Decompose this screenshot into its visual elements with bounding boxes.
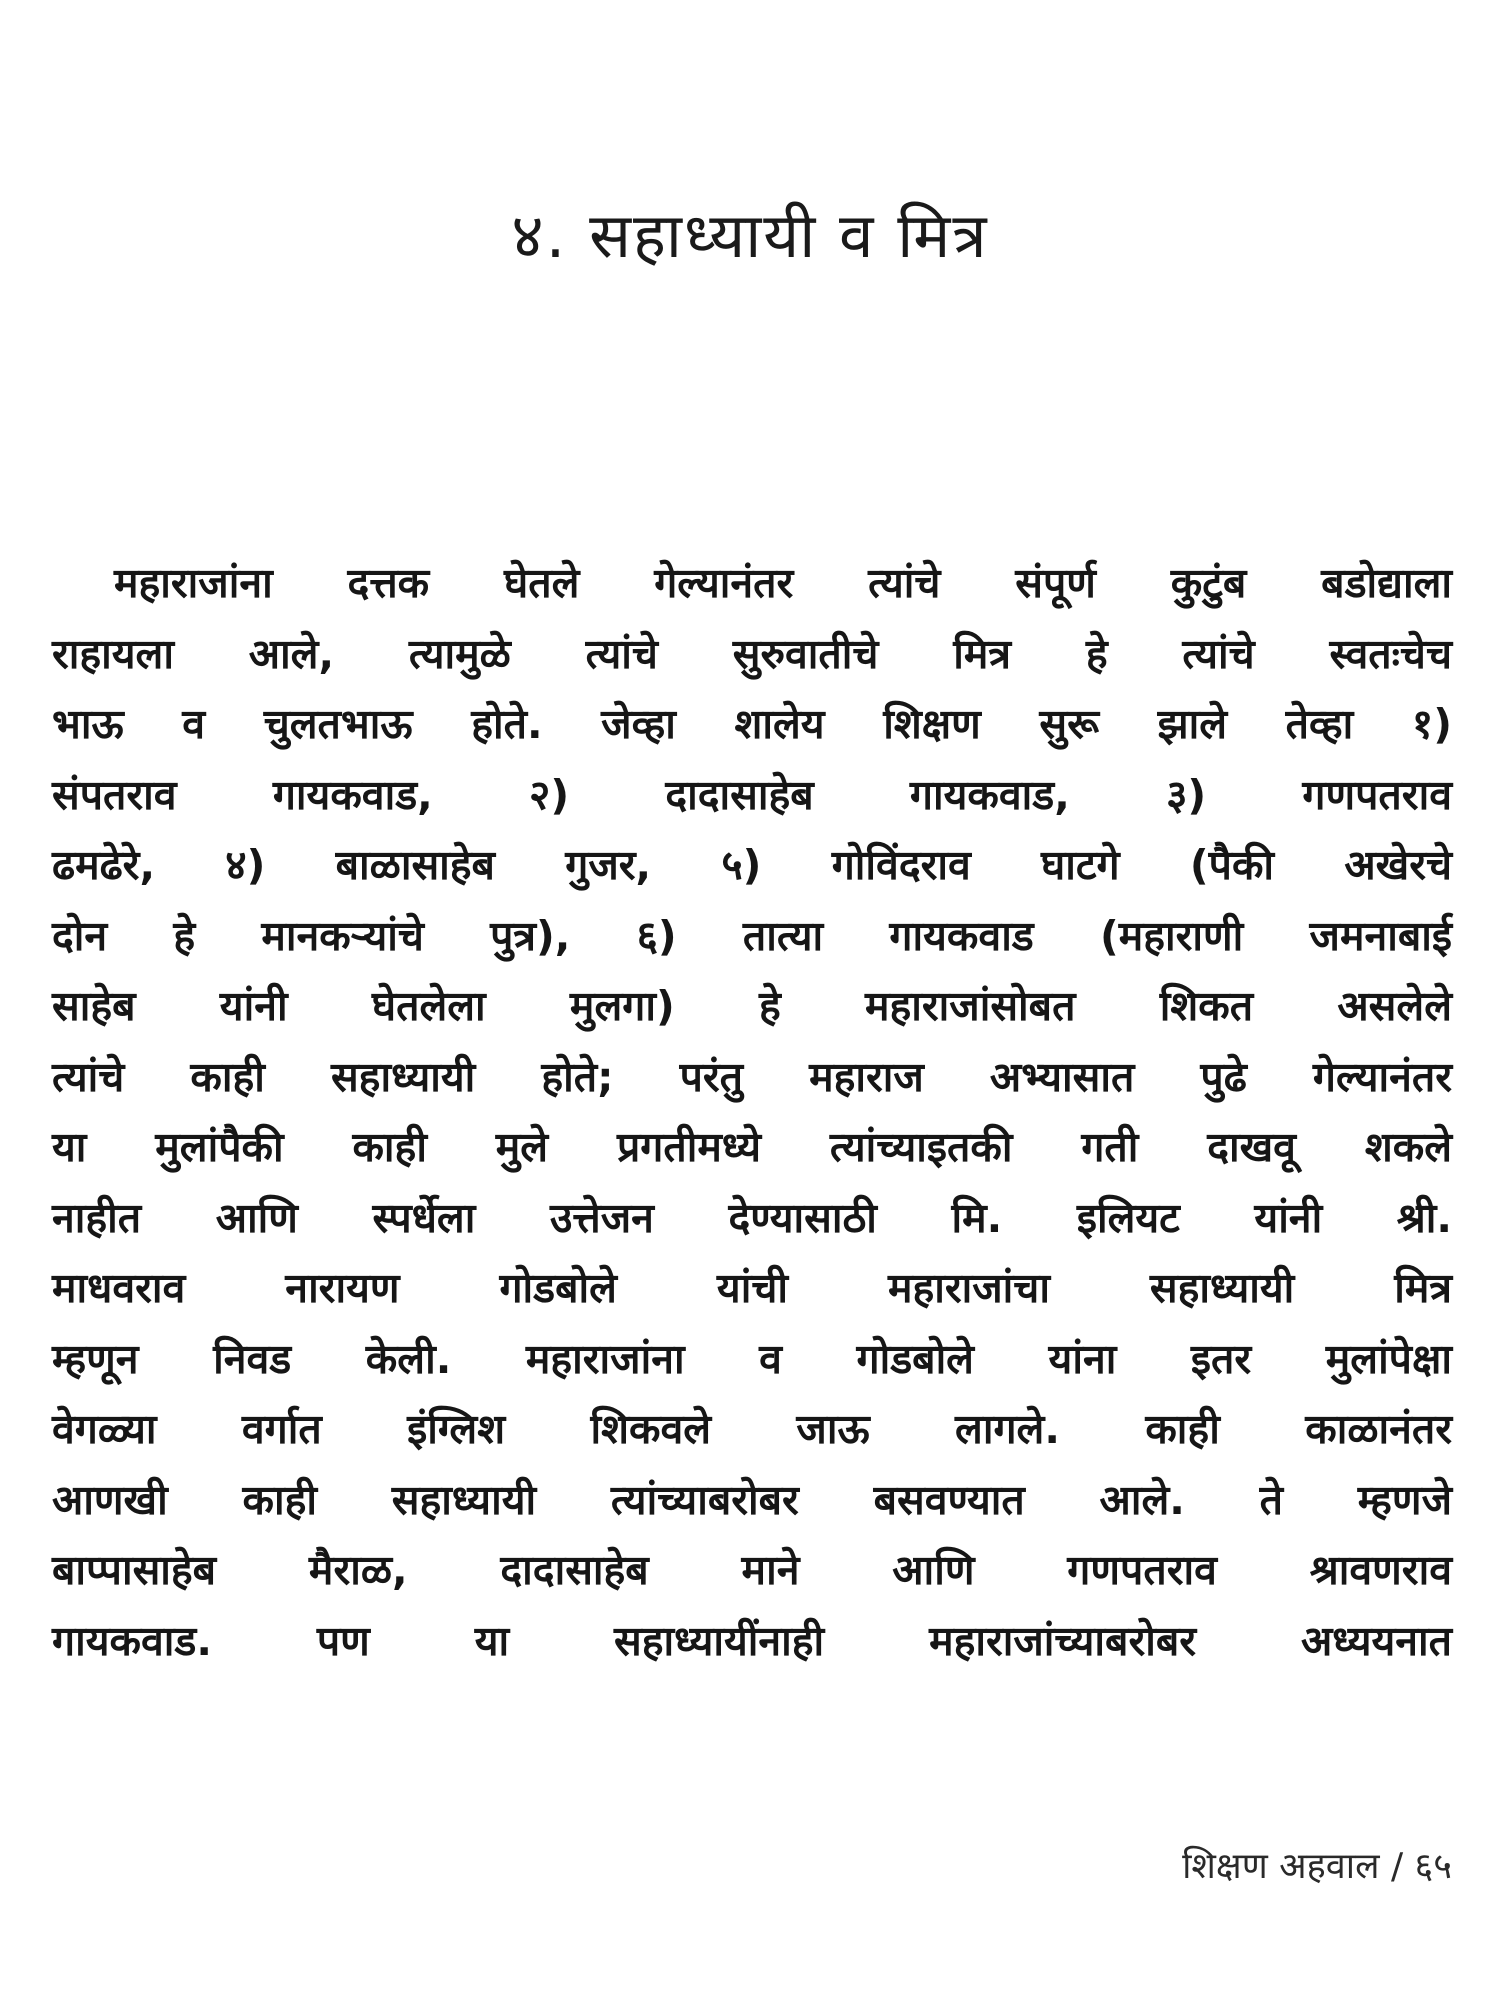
paragraph-line: बाप्पासाहेब मैराळ, दादासाहेब माने आणि गणपतराव श्रावणराव [52,1546,1452,1594]
page-footer-running-head: शिक्षण अहवाल / ६५ [1182,1846,1452,1887]
paragraph-line: महाराजांना दत्तक घेतले गेल्यानंतर त्यांचे संपूर्ण कुटुंब बडोद्याला [114,559,1452,607]
paragraph-line: नाहीत आणि स्पर्धेला उत्तेजन देण्यासाठी मि. इलियट यांनी श्री. [52,1193,1452,1242]
paragraph-line: वेगळ्या वर्गात इंग्लिश शिकवले जाऊ लागले. काही काळानंतर [52,1405,1452,1453]
paragraph-line: आणखी काही सहाध्यायी त्यांच्याबरोबर बसवण्यात आले. ते म्हणजे [52,1475,1452,1524]
paragraph-line: त्यांचे काही सहाध्यायी होते; परंतु महाराज अभ्यासात पुढे गेल्यानंतर [52,1052,1452,1101]
paragraph-line: संपतराव गायकवाड, २) दादासाहेब गायकवाड, ३) गणपतराव [52,770,1452,819]
paragraph-line: साहेब यांनी घेतलेला मुलगा) हे महाराजांसोबत शिकत असलेले [52,982,1452,1030]
paragraph-line: गायकवाड. पण या सहाध्यायींनाही महाराजांच्याबरोबर अध्ययनात [52,1616,1452,1665]
paragraph-line: या मुलांपैकी काही मुले प्रगतीमध्ये त्यांच्याइतकी गती दाखवू शकले [52,1123,1452,1171]
body-paragraph [52,548,1452,1676]
paragraph-line: म्हणून निवड केली. महाराजांना व गोडबोले यांना इतर मुलांपेक्षा [52,1334,1452,1383]
paragraph-line: माधवराव नारायण गोडबोले यांची महाराजांचा सहाध्यायी मित्र [52,1264,1452,1312]
chapter-title: ४. सहाध्यायी व मित्र [511,199,989,272]
paragraph-line: राहायला आले, त्यामुळे त्यांचे सुरुवातीचे मित्र हे त्यांचे स्वतःचेच [52,629,1452,678]
paragraph-line: दोन हे मानकऱ्यांचे पुत्र), ६) तात्या गायकवाड (महाराणी जमनाबाई [52,911,1452,960]
paragraph-line: ढमढेरे, ४) बाळासाहेब गुजर, ५) गोविंदराव घाटगे (पैकी अखेरचे [52,841,1452,889]
paragraph-line: भाऊ व चुलतभाऊ होते. जेव्हा शालेय शिक्षण सुरू झाले तेव्हा १) [52,700,1452,748]
